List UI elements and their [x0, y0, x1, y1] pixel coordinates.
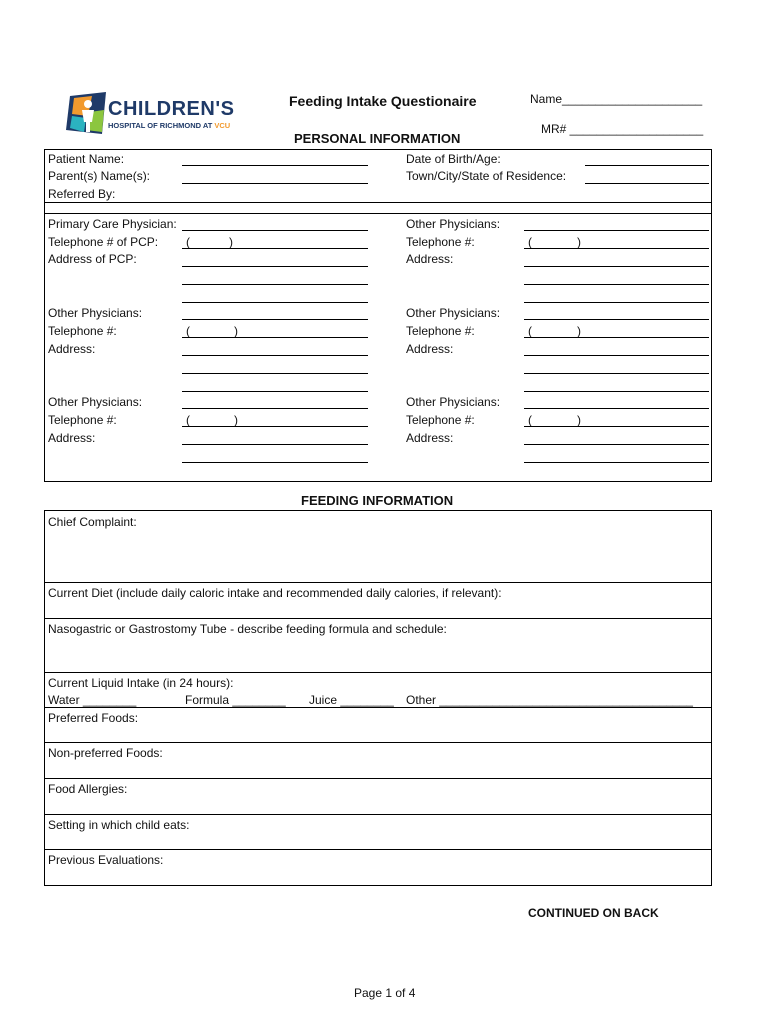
row-divider [45, 814, 711, 815]
preferred-foods-label: Preferred Foods: [48, 711, 139, 725]
row-divider [45, 742, 711, 743]
juice-field[interactable]: Juice ________ [309, 693, 394, 707]
dob-label: Date of Birth/Age: [406, 152, 501, 166]
previous-evaluations-label: Previous Evaluations: [48, 853, 164, 867]
paren-close: ) [577, 235, 581, 249]
pcp-address-field[interactable] [182, 266, 368, 267]
address-field[interactable] [182, 373, 368, 374]
residence-label: Town/City/State of Residence: [406, 169, 567, 183]
address-field[interactable] [524, 391, 709, 392]
logo-wordmark: CHILDREN'S [108, 98, 235, 120]
address-field[interactable] [524, 284, 709, 285]
non-preferred-foods-label: Non-preferred Foods: [48, 746, 163, 760]
other-physician-label: Other Physicians: [406, 217, 501, 231]
section-divider [45, 213, 711, 214]
pcp-field[interactable] [182, 230, 368, 231]
address-field[interactable] [524, 373, 709, 374]
water-field[interactable]: Water ________ [48, 693, 137, 707]
paren-open: ( [186, 413, 190, 427]
paren-close: ) [577, 413, 581, 427]
other-physician-label: Other Physicians: [406, 306, 501, 320]
address-field[interactable] [524, 355, 709, 356]
paren-close: ) [229, 235, 233, 249]
logo-subtitle-text: HOSPITAL OF RICHMOND AT [108, 121, 215, 130]
eating-setting-label: Setting in which child eats: [48, 818, 190, 832]
pcp-address-field[interactable] [182, 284, 368, 285]
row-divider [45, 849, 711, 850]
logo-figure-icon [66, 92, 110, 138]
other-physician-field[interactable] [182, 408, 368, 409]
telephone-field[interactable] [182, 426, 368, 427]
logo-subtitle-accent: VCU [214, 121, 231, 130]
other-physician-field[interactable] [182, 319, 368, 320]
logo-subtitle [108, 121, 230, 130]
other-physician-field[interactable] [524, 230, 709, 231]
address-field[interactable] [182, 391, 368, 392]
paren-close: ) [234, 413, 238, 427]
food-allergies-label: Food Allergies: [48, 782, 128, 796]
telephone-label: Telephone #: [48, 324, 117, 338]
chief-complaint-label: Chief Complaint: [48, 515, 137, 529]
personal-info-section [44, 149, 712, 482]
address-field[interactable] [524, 444, 709, 445]
pcp-address-label: Address of PCP: [48, 252, 137, 266]
paren-open: ( [528, 324, 532, 338]
paren-close: ) [577, 324, 581, 338]
telephone-field[interactable] [524, 426, 709, 427]
pcp-label: Primary Care Physician: [48, 217, 177, 231]
continued-on-back: CONTINUED ON BACK [528, 906, 659, 920]
referred-by-label: Referred By: [48, 187, 116, 201]
row-divider [45, 778, 711, 779]
address-field[interactable] [524, 266, 709, 267]
dob-field[interactable] [585, 165, 709, 166]
address-label: Address: [406, 252, 454, 266]
other-liquid-field[interactable]: Other ______________________________________ [406, 693, 693, 707]
row-divider [45, 582, 711, 583]
paren-open: ( [186, 324, 190, 338]
telephone-label: Telephone #: [406, 235, 475, 249]
formula-field[interactable]: Formula ________ [185, 693, 286, 707]
pcp-phone-field[interactable] [182, 248, 368, 249]
mr-field-label[interactable]: MR# ____________________ [541, 122, 704, 136]
other-physician-field[interactable] [524, 319, 709, 320]
patient-name-field[interactable] [182, 165, 368, 166]
paren-open: ( [528, 413, 532, 427]
telephone-label: Telephone #: [406, 413, 475, 427]
parents-name-field[interactable] [182, 183, 368, 184]
tube-feeding-label: Nasogastric or Gastrostomy Tube - describe feeding formula and schedule: [48, 622, 447, 636]
row-divider [45, 618, 711, 619]
other-physician-label: Other Physicians: [48, 306, 143, 320]
address-field[interactable] [182, 444, 368, 445]
row-divider [45, 707, 711, 708]
residence-field[interactable] [585, 183, 709, 184]
pcp-phone-label: Telephone # of PCP: [48, 235, 159, 249]
paren-open: ( [186, 235, 190, 249]
address-label: Address: [406, 431, 454, 445]
row-divider [45, 672, 711, 673]
feeding-info-heading: FEEDING INFORMATION [301, 493, 454, 508]
telephone-label: Telephone #: [48, 413, 117, 427]
section-divider [45, 202, 711, 203]
address-field[interactable] [524, 302, 709, 303]
telephone-label: Telephone #: [406, 324, 475, 338]
telephone-field[interactable] [524, 248, 709, 249]
address-label: Address: [48, 342, 96, 356]
page-number: Page 1 of 4 [354, 986, 416, 1000]
paren-open: ( [528, 235, 532, 249]
address-field[interactable] [524, 462, 709, 463]
pcp-address-field[interactable] [182, 302, 368, 303]
current-diet-label: Current Diet (include daily caloric intake and recommended daily calories, if relevant): [48, 586, 502, 600]
other-physician-label: Other Physicians: [406, 395, 501, 409]
parents-name-label: Parent(s) Name(s): [48, 169, 151, 183]
liquid-intake-label: Current Liquid Intake (in 24 hours): [48, 676, 234, 690]
patient-name-label: Patient Name: [48, 152, 125, 166]
address-label: Address: [48, 431, 96, 445]
form-title: Feeding Intake Questionaire [289, 93, 477, 109]
hospital-logo [66, 92, 246, 138]
other-physician-label: Other Physicians: [48, 395, 143, 409]
telephone-field[interactable] [524, 337, 709, 338]
address-field[interactable] [182, 462, 368, 463]
address-field[interactable] [182, 355, 368, 356]
telephone-field[interactable] [182, 337, 368, 338]
other-physician-field[interactable] [524, 408, 709, 409]
name-field-label[interactable]: Name_____________________ [530, 92, 703, 106]
paren-close: ) [234, 324, 238, 338]
personal-info-heading: PERSONAL INFORMATION [294, 131, 461, 146]
address-label: Address: [406, 342, 454, 356]
